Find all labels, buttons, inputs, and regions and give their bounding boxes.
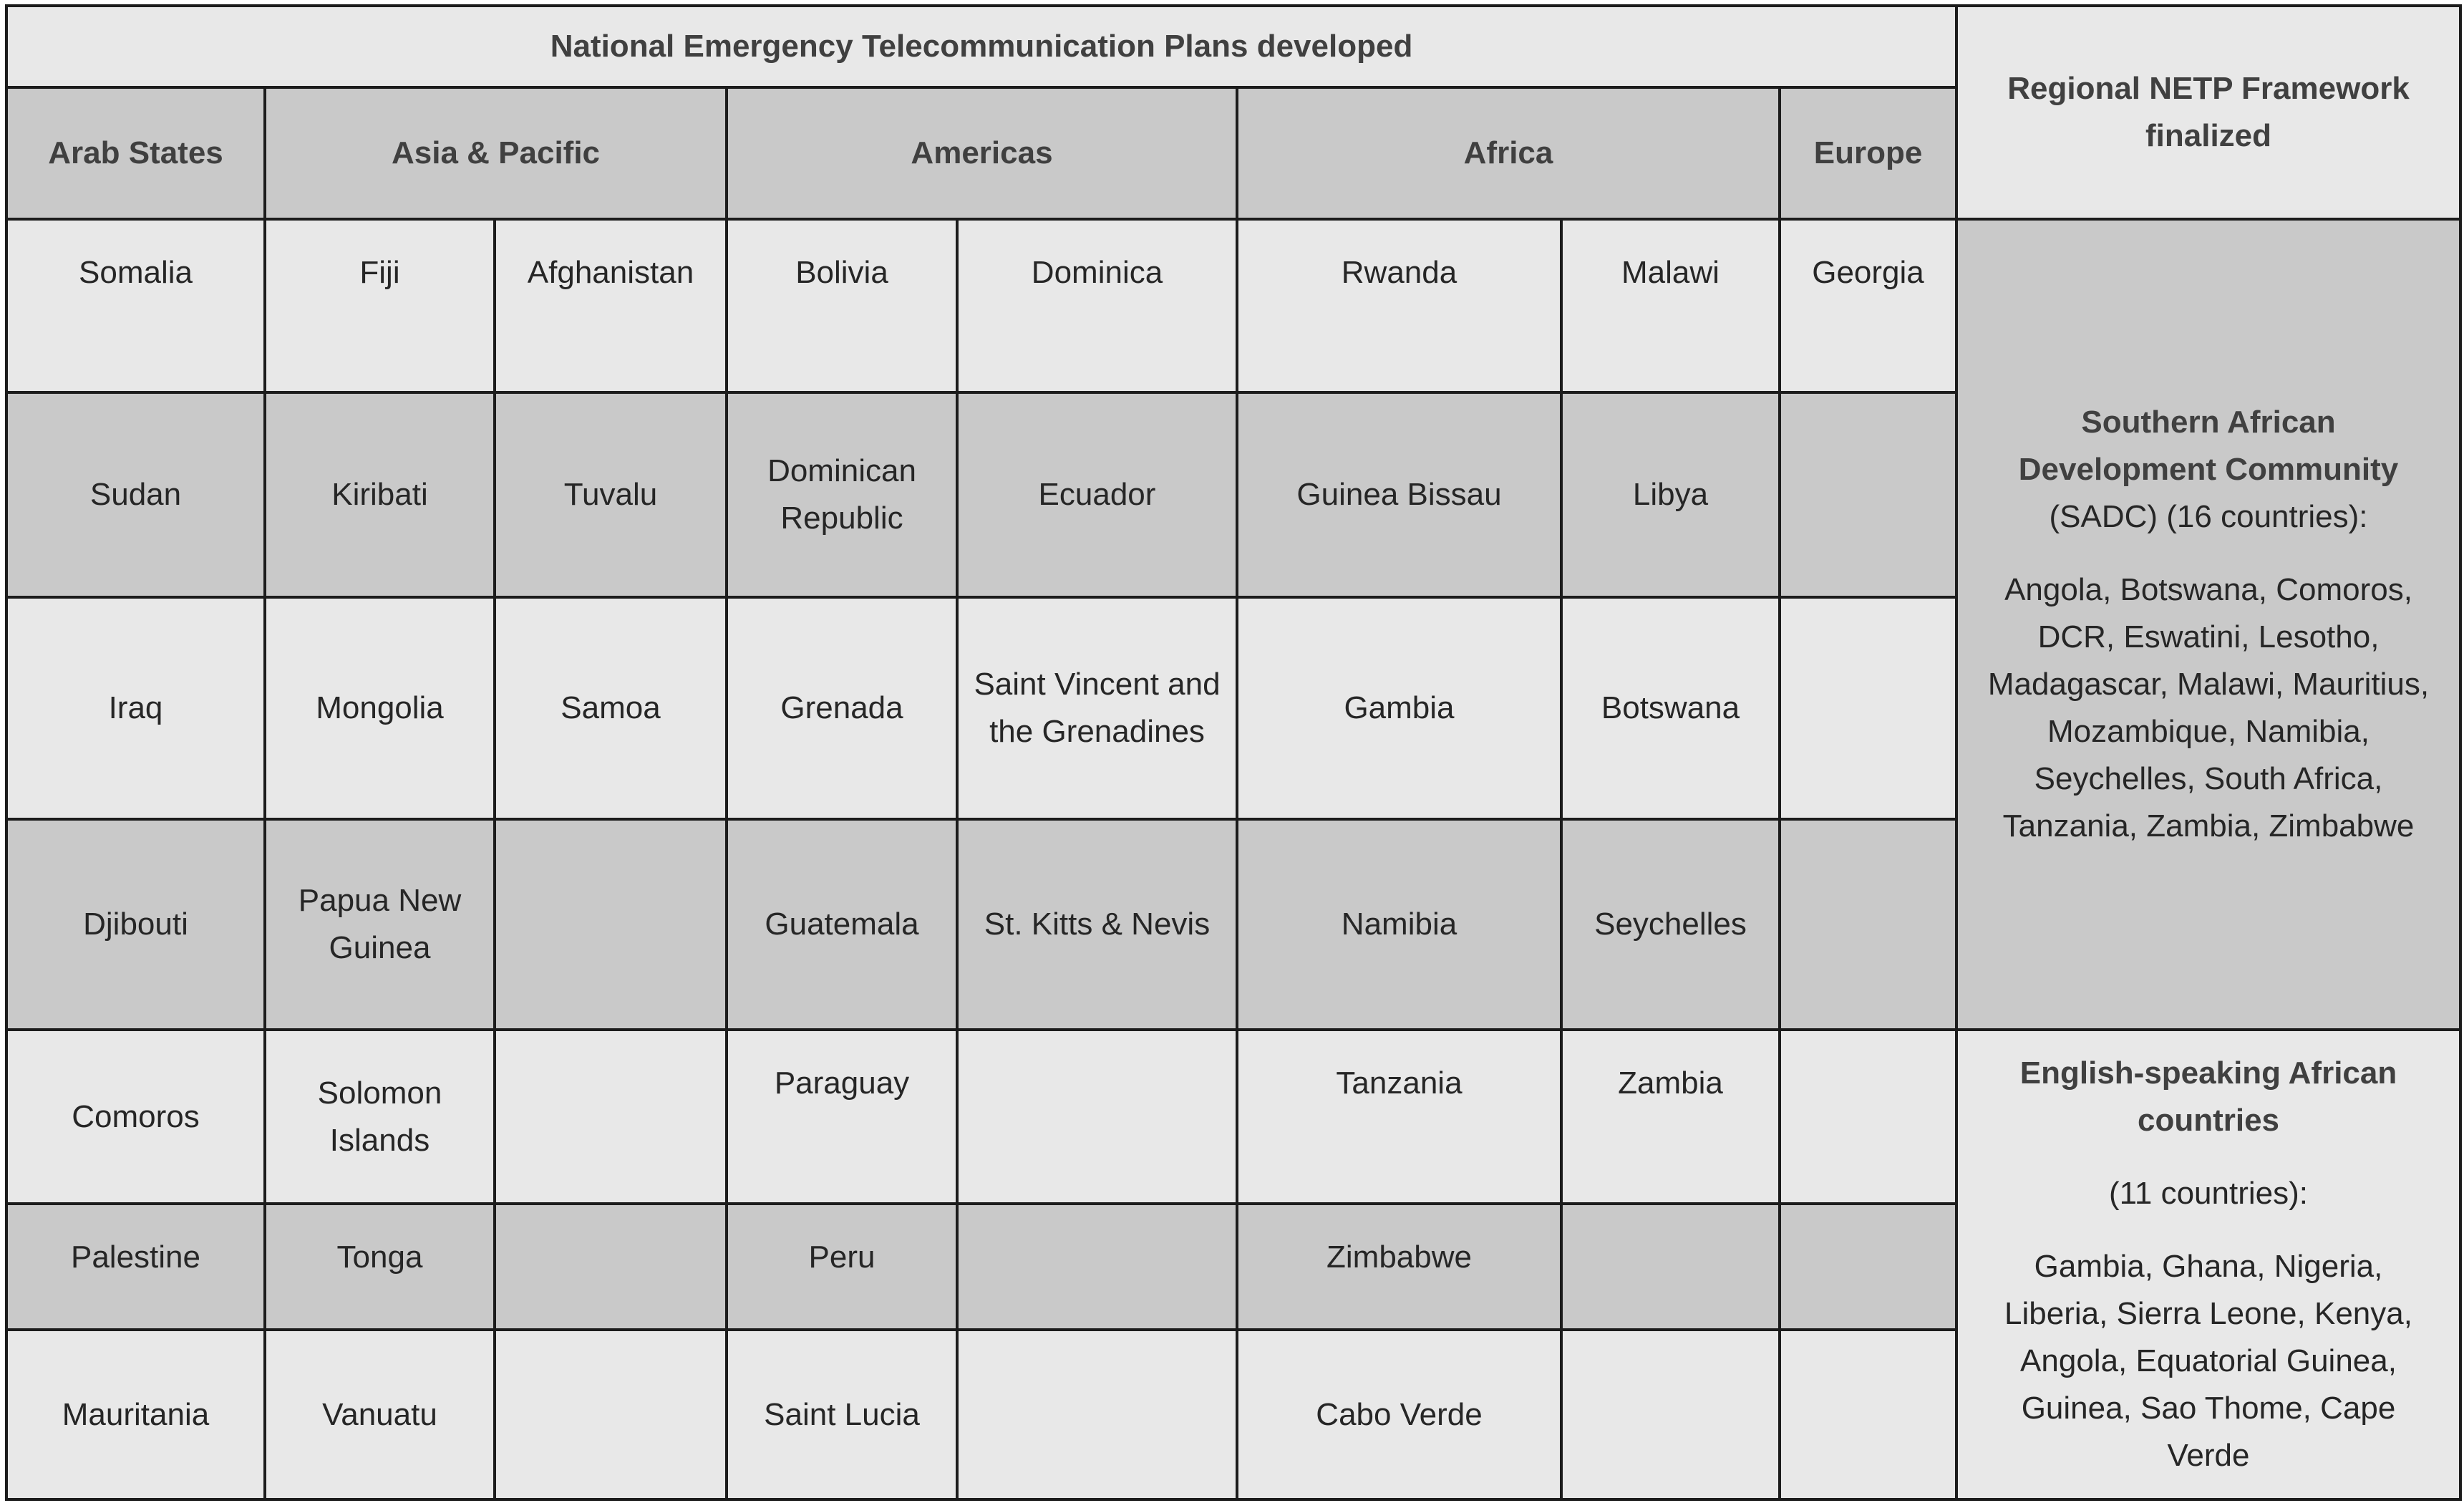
- country-cell: Zimbabwe: [1237, 1204, 1561, 1330]
- framework-countries: Gambia, Ghana, Nigeria, Liberia, Sierra Leone, Kenya, Angola, Equatorial Guinea, Guinea, Sao Thome, Cape Verde: [2004, 1249, 2412, 1473]
- country-cell: [1561, 1204, 1780, 1330]
- country-cell: Georgia: [1780, 219, 1956, 392]
- framework-countries: Angola, Botswana, Comoros, DCR, Eswatini, Lesotho, Madagascar, Malawi, Mauritius, Mozambique, Namibia, Seychelles, South Africa, Tanzania, Zambia, Zimbabwe: [1987, 572, 2430, 844]
- country-cell: [957, 1330, 1237, 1499]
- country-cell: Guinea Bissau: [1237, 392, 1561, 597]
- country-cell: Cabo Verde: [1237, 1330, 1561, 1499]
- table-title: National Emergency Telecommunication Plans developed: [6, 6, 1956, 87]
- country-cell: Saint Vincent and the Grenadines: [957, 597, 1237, 819]
- country-cell: Djibouti: [6, 819, 265, 1030]
- region-header-asia-pacific: Asia & Pacific: [265, 87, 727, 219]
- region-header-africa: Africa: [1237, 87, 1780, 219]
- country-cell: Namibia: [1237, 819, 1561, 1030]
- country-cell: Comoros: [6, 1030, 265, 1204]
- country-cell: [1780, 1330, 1956, 1499]
- country-cell: Peru: [727, 1204, 957, 1330]
- country-cell: Tonga: [265, 1204, 495, 1330]
- framework-sadc: [1956, 219, 2460, 1030]
- country-cell: Sudan: [6, 392, 265, 597]
- country-cell: Zambia: [1561, 1030, 1780, 1204]
- framework-count: (SADC) (16 countries):: [2049, 499, 2368, 534]
- country-cell: Grenada: [727, 597, 957, 819]
- country-cell: [495, 1030, 727, 1204]
- country-cell: [957, 1030, 1237, 1204]
- netp-table: [5, 4, 2462, 1501]
- country-cell: [495, 1204, 727, 1330]
- country-cell: [495, 1330, 727, 1499]
- table-row: [6, 219, 2460, 392]
- country-cell: Malawi: [1561, 219, 1780, 392]
- framework-name: Southern African Development Community: [2018, 405, 2399, 487]
- country-cell: Vanuatu: [265, 1330, 495, 1499]
- country-cell: Iraq: [6, 597, 265, 819]
- country-cell: [957, 1204, 1237, 1330]
- country-cell: Tuvalu: [495, 392, 727, 597]
- country-cell: Botswana: [1561, 597, 1780, 819]
- country-cell: Paraguay: [727, 1030, 957, 1204]
- country-cell: Solomon Islands: [265, 1030, 495, 1204]
- country-cell: Mongolia: [265, 597, 495, 819]
- framework-name: English-speaking African countries: [2019, 1055, 2397, 1138]
- region-header-arab-states: Arab States: [6, 87, 265, 219]
- country-cell: Rwanda: [1237, 219, 1561, 392]
- country-cell: [1780, 1030, 1956, 1204]
- country-cell: Dominica: [957, 219, 1237, 392]
- region-header-europe: Europe: [1780, 87, 1956, 219]
- country-cell: [495, 819, 727, 1030]
- country-cell: Saint Lucia: [727, 1330, 957, 1499]
- country-cell: Fiji: [265, 219, 495, 392]
- framework-header: Regional NETP Framework finalized: [1956, 6, 2460, 219]
- country-cell: Seychelles: [1561, 819, 1780, 1030]
- country-cell: [1561, 1330, 1780, 1499]
- country-cell: [1780, 597, 1956, 819]
- country-cell: Mauritania: [6, 1330, 265, 1499]
- framework-count: (11 countries):: [2109, 1176, 2308, 1211]
- country-cell: Papua New Guinea: [265, 819, 495, 1030]
- table-row: [6, 1030, 2460, 1204]
- country-cell: St. Kitts & Nevis: [957, 819, 1237, 1030]
- country-cell: Somalia: [6, 219, 265, 392]
- country-cell: Dominican Republic: [727, 392, 957, 597]
- country-cell: Gambia: [1237, 597, 1561, 819]
- country-cell: Afghanistan: [495, 219, 727, 392]
- country-cell: Ecuador: [957, 392, 1237, 597]
- country-cell: Libya: [1561, 392, 1780, 597]
- country-cell: Bolivia: [727, 219, 957, 392]
- country-cell: [1780, 392, 1956, 597]
- country-cell: Guatemala: [727, 819, 957, 1030]
- framework-english-speaking: [1956, 1030, 2460, 1499]
- region-header-americas: Americas: [727, 87, 1237, 219]
- country-cell: Tanzania: [1237, 1030, 1561, 1204]
- country-cell: [1780, 819, 1956, 1030]
- country-cell: [1780, 1204, 1956, 1330]
- country-cell: Kiribati: [265, 392, 495, 597]
- country-cell: Palestine: [6, 1204, 265, 1330]
- country-cell: Samoa: [495, 597, 727, 819]
